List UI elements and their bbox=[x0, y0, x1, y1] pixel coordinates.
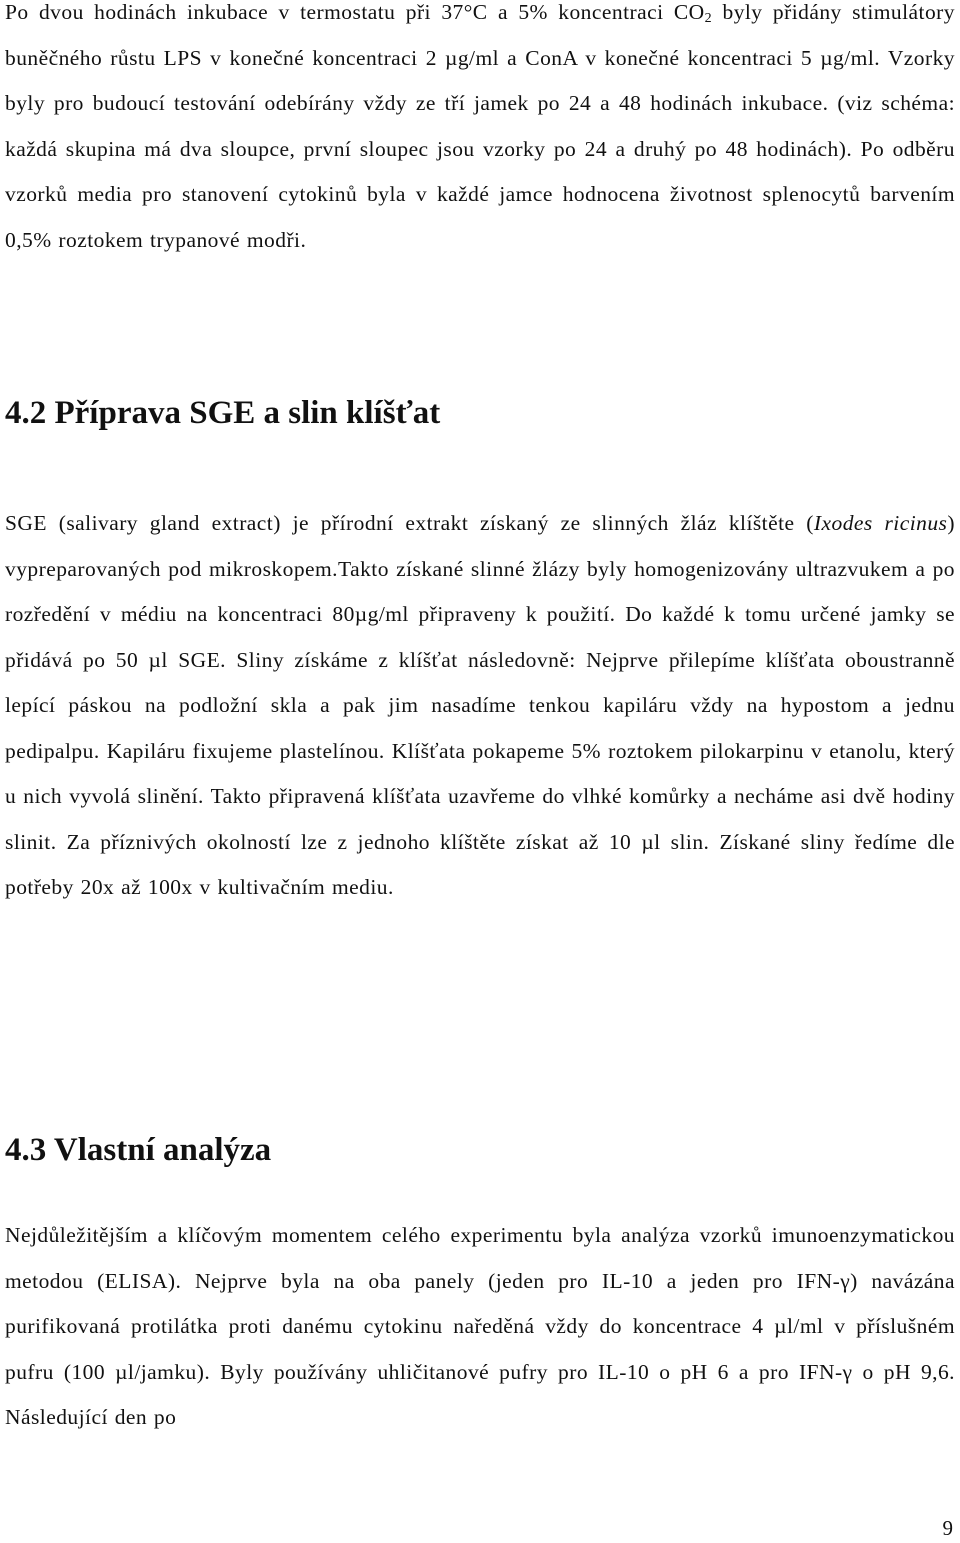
paragraph-sge-text-1: SGE (salivary gland extract) je přírodní extrakt získaný ze slinných žláz klíštěte ( bbox=[5, 511, 814, 535]
paragraph-incubation-text-1: Po dvou hodinách inkubace v termostatu při 37°C a 5% koncentraci CO bbox=[5, 0, 705, 24]
paragraph-sge-text-2: ) vypreparovaných pod mikroskopem.Takto získané slinné žlázy byly homogenizovány ultrazvukem a po rozředění v médiu na koncentraci 80µg/ml připraveny k použití. Do každé k tomu určené jamky se přidává po 50 µl SGE. Sliny získáme z klíšťat následovně: Nejprve přilepíme klíšťata oboustranně lepící páskou na podložní skla a pak jim nasadíme tenkou kapiláru vždy na hypostom a jednu pedipalpu. Kapiláru fixujeme plastelínou. Klíšťata pokapeme 5% roztokem pilokarpinu v etanolu, který u nich vyvolá slinění. Takto připravená klíšťata uzavřeme do vlhké komůrky a necháme asi dvě hodiny slinit. Za příznivých okolností lze z jednoho klíštěte získat až 10 µl slin. Získané sliny ředíme dle potřeby 20x až 100x v kultivačním mediu. bbox=[5, 511, 955, 899]
paragraph-analysis: Nejdůležitějším a klíčovým momentem celého experimentu byla analýza vzorků imunoenzymatickou metodou (ELISA). Nejprve byla na oba panely (jeden pro IL-10 a jeden pro IFN-γ) navázána purifikovaná protilátka proti danému cytokinu naředěná vždy do koncentrace 4 µl/ml v příslušném pufru (100 µl/jamku). Byly používány uhličitanové pufry pro IL-10 o pH 6 a pro IFN-γ o pH 9,6. Následující den po bbox=[5, 1223, 955, 1429]
species-name: Ixodes ricinus bbox=[813, 511, 948, 535]
page-number: 9 bbox=[942, 1516, 953, 1540]
paragraph-sge-preparation bbox=[5, 501, 955, 911]
section-heading-4-2: 4.2 Příprava SGE a slin klíšťat bbox=[5, 395, 441, 431]
co2-subscript: 2 bbox=[704, 11, 713, 26]
paragraph-incubation-text-2: byly přidány stimulátory buněčného růstu LPS v konečné koncentraci 2 µg/ml a ConA v konečné koncentraci 5 µg/ml. Vzorky byly pro budoucí testování odebírány vždy ze tří jamek po 24 a 48 hodinách inkubace. (viz schéma: každá skupina má dva sloupce, první sloupec jsou vzorky po 24 a druhý po 48 hodinách). Po odběru vzorků media pro stanovení cytokinů byla v každé jamce hodnocena životnost splenocytů barvením 0,5% roztokem trypanové modři. bbox=[5, 0, 955, 252]
paragraph-incubation bbox=[5, 0, 955, 263]
section-heading-4-3: 4.3 Vlastní analýza bbox=[5, 1132, 272, 1168]
